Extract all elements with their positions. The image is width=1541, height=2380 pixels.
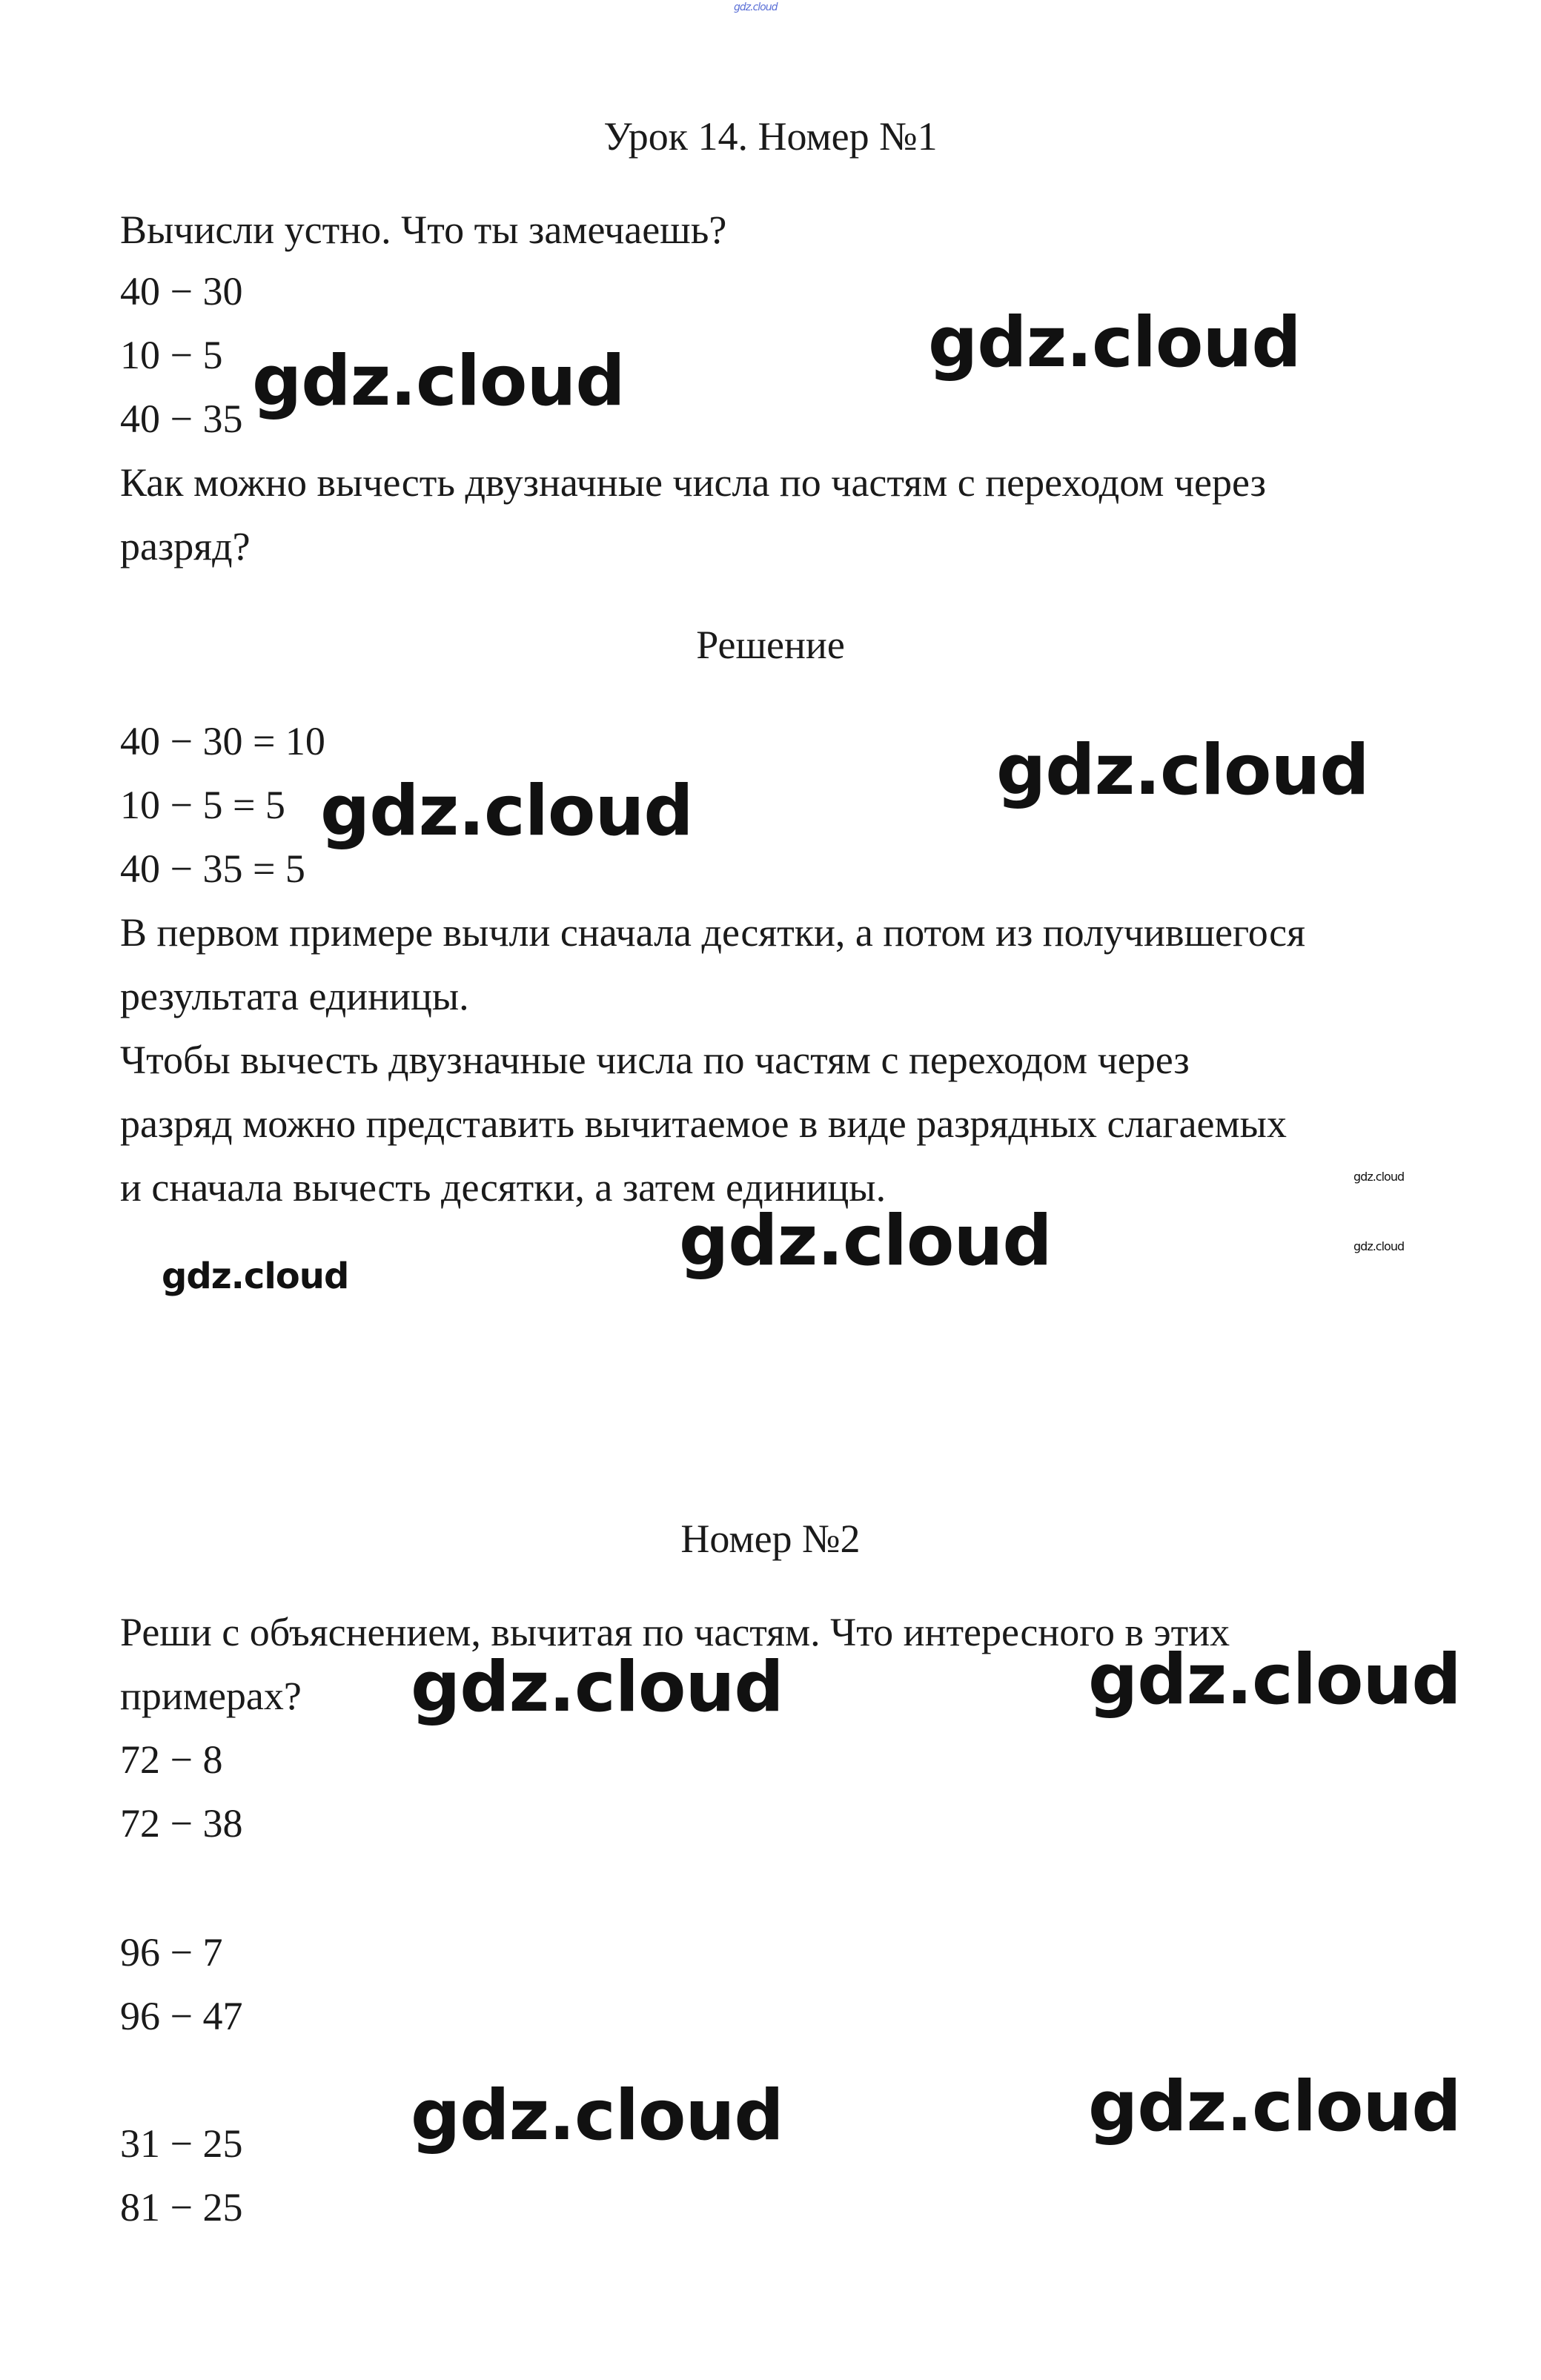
watermark: gdz.cloud [320,771,693,852]
expression: 31 − 25 [120,2121,243,2166]
watermark: gdz.cloud [411,1647,783,1728]
explanation-line: и сначала вычесть десятки, а затем единицы. [120,1165,887,1210]
explanation-line: результата единицы. [120,974,469,1018]
section2-title: Номер №2 [680,1516,861,1561]
watermark: gdz.cloud [162,1256,349,1297]
watermark: gdz.cloud [1088,1640,1461,1720]
expression: 96 − 47 [120,1994,243,2038]
explanation-line: разряд можно представить вычитаемое в виде разрядных слагаемых [120,1101,1287,1146]
section1-title: Урок 14. Номер №1 [603,114,938,159]
explanation-line: В первом примере вычли сначала десятки, а потом из получившегося [120,910,1305,955]
watermark: gdz.cloud [1088,2066,1461,2147]
expression: 72 − 38 [120,1801,243,1846]
expression: 40 − 30 [120,269,243,314]
expression: 72 − 8 [120,1737,223,1782]
section2-prompt-line: Реши с объяснением, вычитая по частям. Что интересного в этих [120,1610,1230,1654]
expression: 10 − 5 [120,333,223,377]
watermark: gdz.cloud [1353,1239,1405,1253]
watermark: gdz.cloud [996,730,1369,811]
expression: 96 − 7 [120,1930,223,1975]
watermark: gdz.cloud [252,341,625,422]
solution-title: Решение [696,623,845,667]
watermark: gdz.cloud [411,2075,783,2156]
expression: 81 − 25 [120,2185,243,2230]
watermark: gdz.cloud [679,1201,1052,1282]
answer: 40 − 30 = 10 [120,719,325,763]
answer: 10 − 5 = 5 [120,783,285,827]
section2-prompt-line: примерах? [120,1674,302,1718]
header-watermark: gdz.cloud [734,1,778,13]
section1-prompt: Вычисли устно. Что ты замечаешь? [120,208,727,252]
question-line: Как можно вычесть двузначные числа по частям с переходом через [120,460,1266,505]
watermark: gdz.cloud [1353,1170,1405,1184]
explanation-line: Чтобы вычесть двузначные числа по частям с переходом через [120,1038,1190,1082]
watermark: gdz.cloud [928,302,1301,383]
expression: 40 − 35 [120,397,243,441]
question-line: разряд? [120,524,251,569]
answer: 40 − 35 = 5 [120,846,305,891]
